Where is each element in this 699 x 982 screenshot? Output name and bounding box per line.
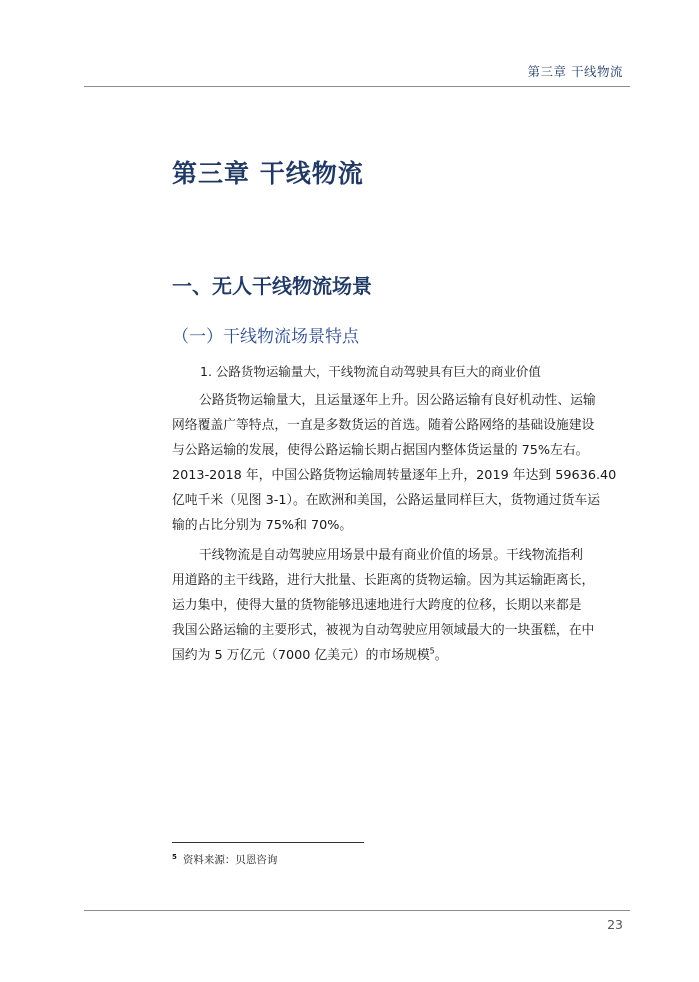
paragraph-line: 公路货物运输量大，且运量逐年上升。因公路运输有良好机动性、运输 — [199, 393, 596, 408]
footnote-reference[interactable]: 5 — [429, 646, 435, 656]
header-divider — [84, 86, 630, 87]
footnote — [172, 852, 277, 867]
paragraph-line: 我国公路运输的主要形式，被视为自动驾驶应用领域最大的一块蛋糕，在中 — [172, 623, 595, 638]
footer-divider — [84, 910, 630, 911]
sentence-end-mark: 。 — [434, 648, 448, 663]
paragraph-line-text: 国约为 5 万亿元（7000 亿美元）的市场规模 — [172, 648, 430, 663]
paragraph-line: 干线物流是自动驾驶应用场景中最有商业价值的场景。干线物流指利 — [199, 548, 583, 563]
running-header: 第三章 干线物流 — [527, 64, 623, 79]
paragraph-line-last — [172, 647, 448, 665]
footnote-marker: 5 — [172, 852, 177, 861]
section-heading: 一、无人干线物流场景 — [172, 274, 372, 298]
chapter-title: 第三章 干线物流 — [172, 159, 364, 188]
point-heading: 1. 公路货物运输量大，干线物流自动驾驶具有巨大的商业价值 — [200, 364, 541, 379]
paragraph-line: 网络覆盖广等特点，一直是多数货运的首选。随着公路网络的基础设施建设 — [172, 418, 595, 433]
subsection-heading: （一）干线物流场景特点 — [172, 327, 359, 347]
paragraph-line: 2013-2018 年，中国公路货物运输周转量逐年上升，2019 年达到 59636.40 — [172, 468, 617, 483]
paragraph-line: 运力集中，使得大量的货物能够迅速地进行大跨度的位移，长期以来都是 — [172, 598, 582, 613]
paragraph-line: 用道路的主干线路，进行大批量、长距离的货物运输。因为其运输距离长， — [172, 573, 595, 588]
paragraph-line: 输的占比分别为 75%和 70%。 — [172, 518, 353, 533]
paragraph-line: 与公路运输的发展，使得公路运输长期占据国内整体货运量的 75%左右。 — [172, 443, 589, 458]
footnote-divider — [172, 842, 364, 843]
footnote-text: 资料来源：贝恩咨询 — [182, 854, 278, 866]
paragraph-line: 亿吨千米（见图 3-1）。在欧洲和美国，公路运量同样巨大，货物通过货车运 — [172, 493, 601, 508]
page-number: 23 — [607, 917, 623, 932]
